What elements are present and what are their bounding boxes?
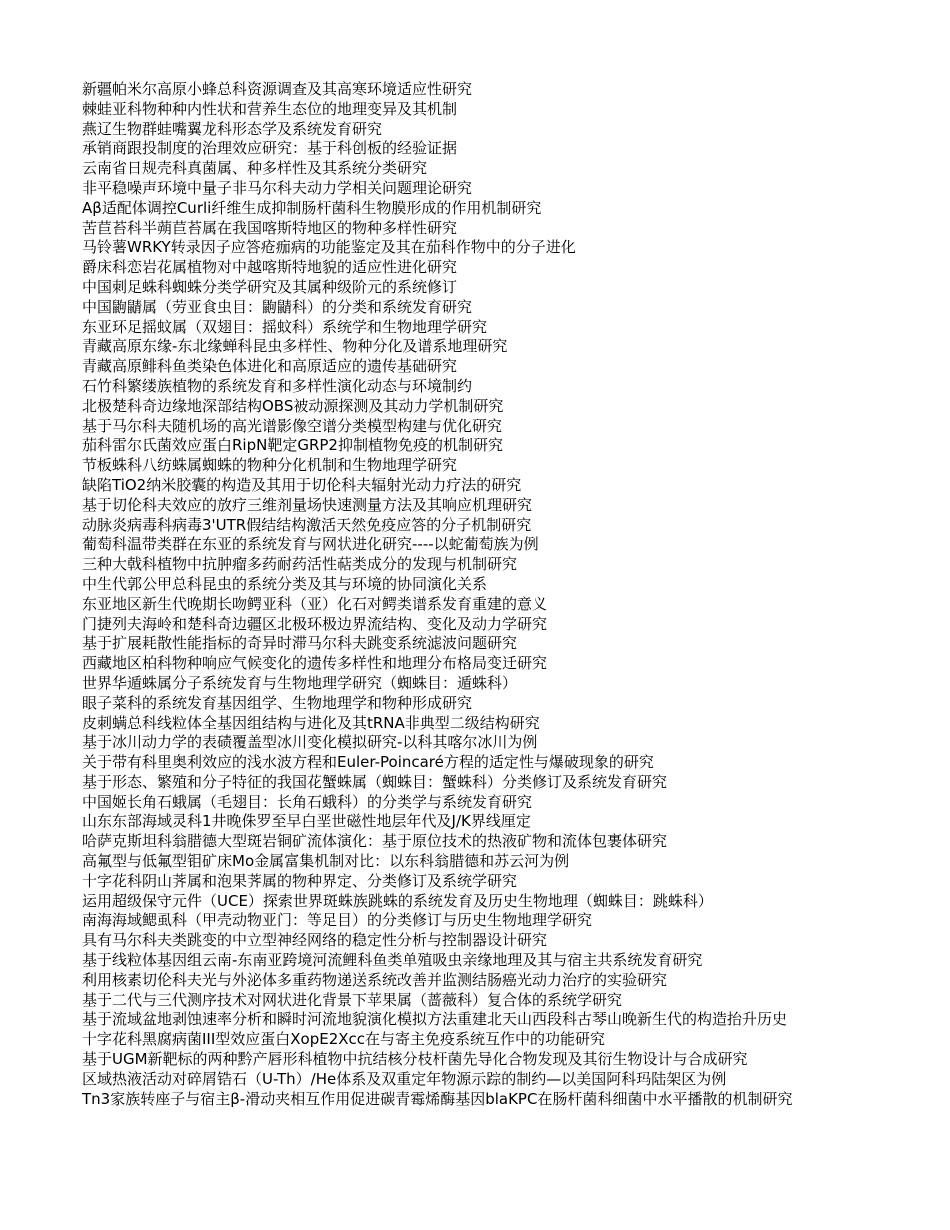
project-title-line: 十字花科黑腐病菌III型效应蛋白XopE2Xcc在与寄主免疫系统互作中的功能研究: [82, 1030, 606, 1049]
project-title-line: 三种大戟科植物中抗肿瘤多药耐药活性萜类成分的发现与机制研究: [82, 555, 518, 574]
project-title-line: 青藏高原鲱科鱼类染色体进化和高原适应的遗传基础研究: [82, 357, 458, 376]
project-title-line: 高氟型与低氟型钼矿床Mo金属富集机制对比：以东科翁腊德和苏云河为例: [82, 852, 570, 871]
project-title-line: 具有马尔科夫类跳变的中立型神经网络的稳定性分析与控制器设计研究: [82, 931, 548, 950]
project-title-line: 爵床科恋岩花属植物对中越喀斯特地貌的适应性进化研究: [82, 258, 458, 277]
project-title-line: 眼子菜科的系统发育基因组学、生物地理学和物种形成研究: [82, 693, 473, 712]
project-title-line: 石竹科繁缕族植物的系统发育和多样性演化动态与环境制约: [82, 376, 473, 395]
project-title-list: [82, 80, 854, 1109]
project-title-line: 关于带有科里奥利效应的浅水波方程和Euler-Poincaré方程的适定性与爆破现象的研究: [82, 753, 654, 772]
project-title-line: 青藏高原东缘-东北缘蝉科昆虫多样性、物种分化及谱系地理研究: [82, 337, 508, 356]
project-title-line: 云南省日规壳科真菌属、种多样性及其系统分类研究: [82, 159, 428, 178]
project-title-line: 区域热液活动对碎屑锆石（U-Th）/He体系及双重定年物源示踪的制约—以美国阿科玛陆架区为例: [82, 1069, 727, 1088]
project-title-line: 哈萨克斯坦科翁腊德大型斑岩铜矿流体演化：基于原位技术的热液矿物和流体包裹体研究: [82, 832, 668, 851]
project-title-line: 基于流域盆地剥蚀速率分析和瞬时河流地貌演化模拟方法重建北天山西段科古琴山晚新生代的构造抬升历史: [82, 1010, 788, 1029]
project-title-line: Tn3家族转座子与宿主β-滑动夹相互作用促进碳青霉烯酶基因blaKPC在肠杆菌科细菌中水平播散的机制研究: [82, 1089, 793, 1108]
project-title-line: 基于马尔科夫随机场的高光谱影像空谱分类模型构建与优化研究: [82, 416, 503, 435]
project-title-line: 中国刺足蛛科蜘蛛分类学研究及其属种级阶元的系统修订: [82, 277, 458, 296]
project-title-line: 西藏地区柏科物种响应气候变化的遗传多样性和地理分布格局变迁研究: [82, 654, 548, 673]
project-title-line: 缺陷TiO2纳米胶囊的构造及其用于切伦科夫辐射光动力疗法的研究: [82, 475, 522, 494]
project-title-line: 十字花科阴山荠属和泡果荠属的物种界定、分类修订及系统学研究: [82, 871, 518, 890]
project-title-line: 南海海域鳃虱科（甲壳动物亚门：等足目）的分类修订与历史生物地理学研究: [82, 911, 593, 930]
project-title-line: 门捷列夫海岭和楚科奇边疆区北极环极边界流结构、变化及动力学研究: [82, 614, 548, 633]
project-title-line: 东亚地区新生代晚期长吻鳄亚科（亚）化石对鳄类谱系发育重建的意义: [82, 594, 548, 613]
project-title-line: 节板蛛科八纺蛛属蜘蛛的物种分化机制和生物地理学研究: [82, 456, 458, 475]
project-title-line: 运用超级保守元件（UCE）探索世界斑蛛族跳蛛的系统发育及历史生物地理（蜘蛛目：跳蛛科）: [82, 891, 713, 910]
project-title-line: 基于UGM新靶标的两种黔产唇形科植物中抗结核分枝杆菌先导化合物发现及其衍生物设计与合成研究: [82, 1050, 748, 1069]
project-title-line: 马铃薯WRKY转录因子应答疮痂病的功能鉴定及其在茄科作物中的分子进化: [82, 238, 576, 257]
project-title-line: 新疆帕米尔高原小蜂总科资源调查及其高寒环境适应性研究: [82, 80, 473, 98]
project-title-line: 苦苣苔科半蒴苣苔属在我国喀斯特地区的物种多样性研究: [82, 218, 458, 237]
project-title-line: 中国姬长角石蛾属（毛翅目：长角石蛾科）的分类学与系统发育研究: [82, 792, 533, 811]
project-title-line: 山东东部海域灵科1井晚侏罗至早白垩世磁性地层年代及J/K界线厘定: [82, 812, 531, 831]
project-title-line: 基于冰川动力学的表碛覆盖型冰川变化模拟研究-以科其喀尔冰川为例: [82, 733, 538, 752]
project-title-line: 皮刺螨总科线粒体全基因组结构与进化及其tRNA非典型二级结构研究: [82, 713, 540, 732]
project-title-line: 基于形态、繁殖和分子特征的我国花蟹蛛属（蜘蛛目：蟹蛛科）分类修订及系统发育研究: [82, 772, 668, 791]
project-title-line: 基于扩展耗散性能指标的奇异时滞马尔科夫跳变系统滤波问题研究: [82, 634, 518, 653]
project-title-line: 承销商跟投制度的治理效应研究：基于科创板的经验证据: [82, 139, 458, 158]
project-title-line: 非平稳噪声环境中量子非马尔科夫动力学相关问题理论研究: [82, 178, 473, 197]
project-title-line: 基于线粒体基因组云南-东南亚跨境河流鲤科鱼类单殖吸虫亲缘地理及其与宿主共系统发育研究: [82, 951, 703, 970]
project-title-line: 棘蛙亚科物种种内性状和营养生态位的地理变异及其机制: [82, 99, 458, 118]
project-title-line: 北极楚科奇边缘地深部结构OBS被动源探测及其动力学机制研究: [82, 396, 504, 415]
project-title-line: 葡萄科温带类群在东亚的系统发育与网状进化研究----以蛇葡萄族为例: [82, 535, 539, 554]
project-title-line: 动脉炎病毒科病毒3'UTR假结结构激活天然免疫应答的分子机制研究: [82, 515, 532, 534]
project-title-line: 中生代郭公甲总科昆虫的系统分类及其与环境的协同演化关系: [82, 574, 488, 593]
project-title-line: 基于切伦科夫效应的放疗三维剂量场快速测量方法及其响应机理研究: [82, 495, 533, 514]
project-title-line: 东亚环足摇蚊属（双翅目：摇蚊科）系统学和生物地理学研究: [82, 317, 488, 336]
project-title-line: 茄科雷尔氏菌效应蛋白RipN靶定GRP2抑制植物免疫的机制研究: [82, 436, 503, 455]
project-title-line: 燕辽生物群蛙嘴翼龙科形态学及系统发育研究: [82, 119, 383, 138]
project-title-line: 基于二代与三代测序技术对网状进化背景下苹果属（蔷薇科）复合体的系统学研究: [82, 990, 623, 1009]
project-title-line: 世界华遁蛛属分子系统发育与生物地理学研究（蜘蛛目：遁蛛科）: [82, 673, 518, 692]
project-title-line: Aβ适配体调控Curli纤维生成抑制肠杆菌科生物膜形成的作用机制研究: [82, 198, 542, 217]
project-title-line: 利用核素切伦科夫光与外泌体多重药物递送系统改善并监测结肠癌光动力治疗的实验研究: [82, 970, 668, 989]
project-title-line: 中国鼩鼱属（劳亚食虫目：鼩鼱科）的分类和系统发育研究: [82, 297, 473, 316]
